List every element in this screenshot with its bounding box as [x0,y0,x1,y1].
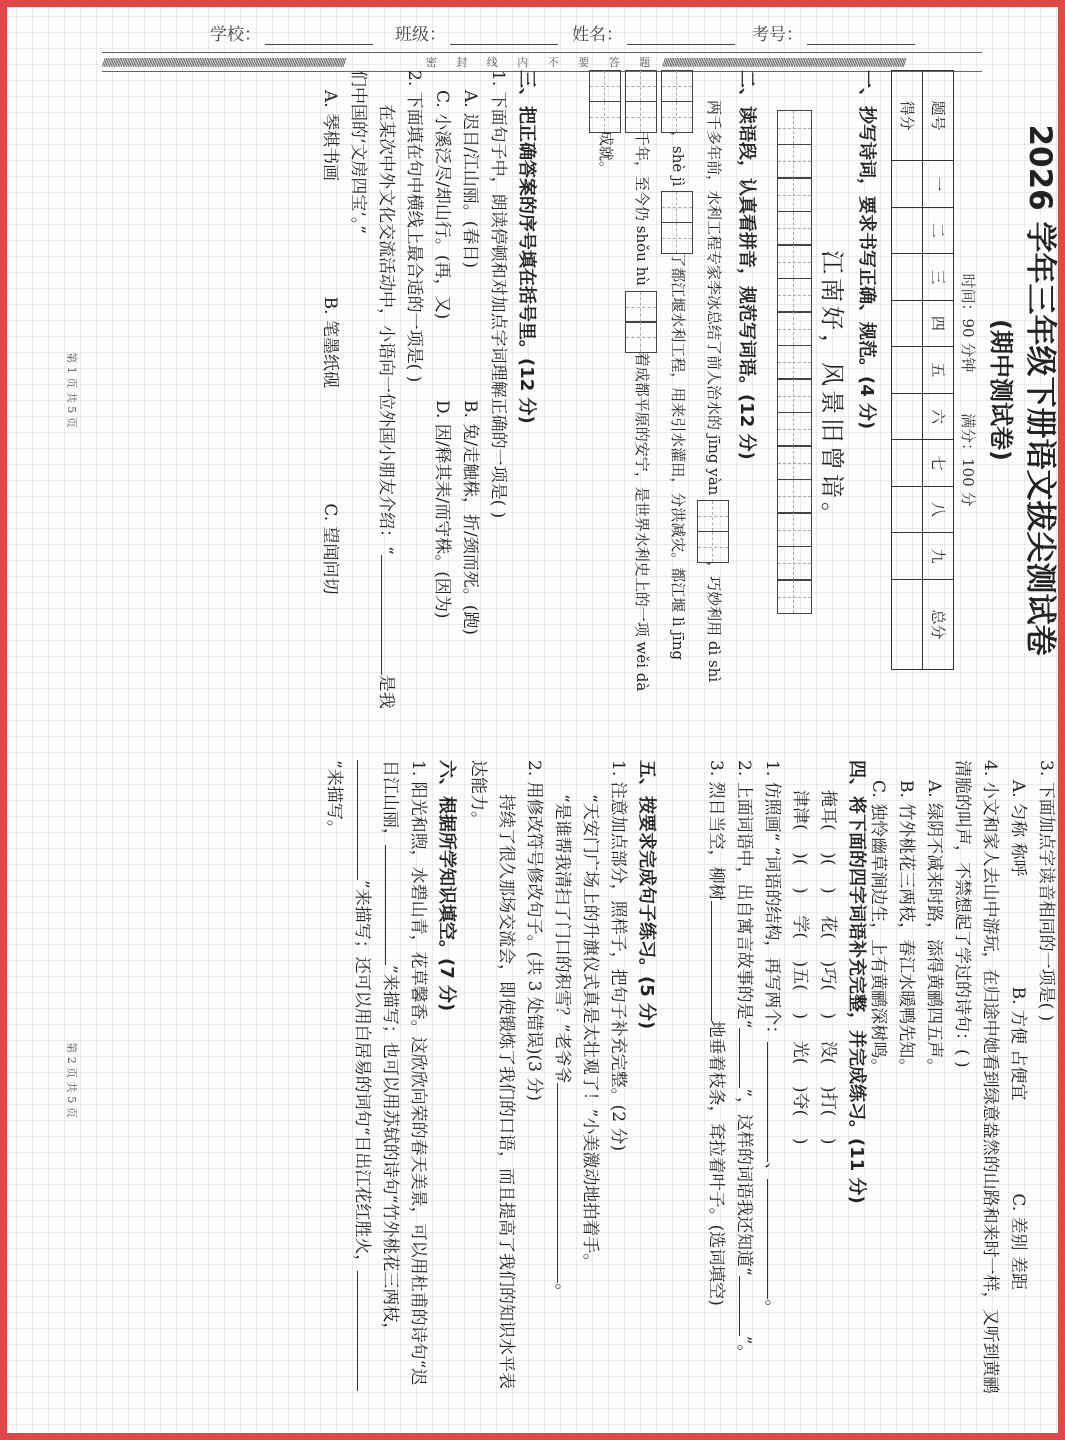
score-cell[interactable] [892,161,923,208]
exam-page-1 [60,70,1060,720]
exam-title: 2026 学年三年级下册语文拔尖测试卷 [1022,124,1058,656]
option[interactable]: B. 笔墨纸砚 [320,296,340,388]
score-col: 三 [923,254,954,301]
option[interactable]: B. 兔/走触株，折/颈而死。(跑) [460,400,480,636]
answer-box[interactable] [625,291,657,352]
answer-blank[interactable] [739,1276,758,1336]
answer-blank[interactable] [357,760,376,880]
option[interactable]: B. 方便 占便宜 [1008,986,1028,1101]
school-field [210,20,373,45]
score-cell[interactable] [892,207,923,254]
answer-box[interactable] [697,500,729,561]
question-3-3: 3. 下面加点字读音相同的一项是( ) [1036,760,1056,1022]
option[interactable]: D. 因/释其耒/而守株。(因为) [432,400,452,619]
class-field [395,20,558,45]
answer-box[interactable] [589,70,621,131]
section-6-heading: 六、根据所学知识填空。(7 分) [436,760,457,1012]
example-sentence: “天安门广场上的升旗仪式真是太壮观了！”小美激动地拍着手。 [580,794,600,1271]
name-field [572,20,735,45]
score-col: 八 [923,486,954,533]
exam-page-2 [60,760,1060,1400]
score-table [891,70,954,670]
exam-time: 时间：90 分钟 [959,273,977,373]
answer-blank[interactable] [711,901,730,1021]
score-cell[interactable] [892,440,923,487]
page-1-footer: 第 1 页 共 5 页 [65,352,78,428]
answer-blank[interactable] [767,1179,786,1299]
section-6 [320,760,460,1400]
section-5-q2: 2. 用修改符号修改句子。(共 3 处错误)(3 分) [524,760,544,1101]
score-table-head: 题号 [923,71,954,161]
option[interactable]: B. 竹外桃花三两枝，春江水暖鸭先知。 [896,780,916,1076]
score-col: 一 [923,161,954,208]
option[interactable]: C. 差别 差距 [1008,1193,1028,1290]
answer-blank[interactable] [381,555,400,675]
section-6-q1: 1. 阳光和煦，水碧山青，花草馨香。这欣欣向荣的春天美景，可以用杜甫的诗句“迟日江山丽，”来描写；也可以用苏轼的诗句“竹外桃花三两枝，”来描写；还可以用白居易的词句“日出江花红胜火，”来描写。 [320,760,432,1400]
writing-grid[interactable] [777,110,812,710]
option[interactable]: C. 小溪泛尽/却山行。(再，又) [432,90,452,320]
score-cell[interactable] [892,254,923,301]
score-col: 六 [923,393,954,440]
seal-line-top [102,52,982,53]
answer-box[interactable] [625,70,657,131]
answer-blank[interactable] [767,1042,786,1162]
section-1-heading: 一、抄写诗词，要求书写正确、规范。(4 分) [856,70,877,430]
section-3-heading: 三、把正确答案的序号填在括号里。(12 分) [516,70,537,424]
section-4 [702,760,870,1400]
section-4-q2: 2. 上面词语中，出自寓言故事的是“”，这样的词语我还知道“”。 [730,760,758,1400]
idiom-row-2[interactable]: 津津( )( ) 学( )五( ) 光( )夺( ) [790,790,810,1145]
answer-box[interactable] [661,191,693,252]
score-table-score-row [892,71,923,670]
section-4-heading: 四、将下面的四字词语补充完整，并完成练习。(11 分) [846,760,867,1204]
pinyin-paragraph: 两千多年前，水利工程专家李冰总结了前人治水的 jīng yàn ，巧妙利用 dì shì ，shè jì 了都江堰水利工程，用来引水灌田，分洪减灾。都江堰 lì jīng 千年，至今仍 shǒu hù 着成都平原的安宁，是世界水利史上的一项 wěi dà 成就。 [588,70,732,710]
section-4-q1: 1. 仿照画“ ”词语的结构，再写两个：、。 [758,760,786,1400]
question-3-1: 1. 下面句子中，朗读停顿和对加点字词理解正确的一项是( ) [488,70,508,519]
class-input-line[interactable] [450,24,558,45]
answer-box[interactable] [661,70,693,131]
question-3-3-options [1004,760,1032,1400]
section-2-heading: 二、读语段，认真看拼音，规范写词语。(12 分) [736,70,757,460]
exam-subtitle: (期中测试卷) [987,319,1015,461]
question-3-2: 2. 下面填在句中横线上最合适的一项是( ) [404,70,424,383]
revise-sentence[interactable]: 持续了很久那场交流会，即使锻炼了我们的口语，而且提高了我们的知识水平表达能力。 [468,760,516,1389]
score-cell[interactable] [892,579,923,669]
score-cell[interactable] [892,347,923,394]
section-3 [316,70,540,710]
exam-no-label: 考号： [752,25,803,45]
option[interactable]: A. 琴棋书画 [320,90,340,182]
question-3-2-text: 在某次中外文化交流活动中，小语向一位外国小朋友介绍：“是我们中国的‘文房四宝’。” [344,70,400,710]
question-3-1-options-ab [456,70,484,710]
section-2 [588,70,760,710]
school-input-line[interactable] [265,24,373,45]
score-col: 九 [923,533,954,580]
idiom-row-1[interactable]: 掩耳( )( ) 花( )巧( ) 没( )打( ) [818,790,838,1145]
name-label: 姓名： [572,25,623,45]
school-label: 学校： [210,25,261,45]
page-2-q3-q4 [864,760,1060,1400]
rotated-exam-content [30,70,1060,1410]
option[interactable]: A. 匀称 称呼 [1008,780,1028,877]
score-cell[interactable] [892,486,923,533]
score-col: 七 [923,440,954,487]
option[interactable]: A. 绿阴不减来时路，添得黄鹂四五声。 [924,780,944,1076]
score-col: 二 [923,207,954,254]
score-cell[interactable] [892,393,923,440]
name-input-line[interactable] [627,24,735,45]
score-table-header-row [923,71,954,670]
question-3-4: 4. 小文和家人去山中游玩，在归途中她看到绿意盎然的山路和来时一样，又听到黄鹂清脆的叫声，不禁想起了学过的诗句：( ) [952,760,1000,1394]
score-row-head: 得分 [892,71,923,161]
question-3-2-options [316,70,344,710]
score-cell[interactable] [892,533,923,580]
answer-blank[interactable] [357,1271,376,1391]
class-label: 班级： [395,25,446,45]
poem-line: 江南好，风景旧曾谙。 [818,250,846,530]
exam-no-input-line[interactable] [807,24,915,45]
student-info-bar [0,20,1065,50]
answer-blank[interactable] [385,845,404,965]
page-2-footer: 第 2 页 共 5 页 [65,1042,78,1118]
answer-blank[interactable] [557,1083,576,1283]
section-4-q3: 3. 烈日当空，柳树地垂着枝条，耷拉着叶子。(选词填空) [702,760,730,1400]
exam-no-field [752,20,915,45]
question-3-1-options-cd [428,70,456,710]
score-col: 五 [923,347,954,394]
option[interactable]: C. 望闻问切 [320,503,340,595]
fill-sentence: “是谁帮我清扫了门口的积雪？”老爷爷。 [548,760,576,1400]
score-col: 总分 [923,579,954,669]
exam-full-score: 满分：100 分 [959,413,977,507]
section-5-q1: 1. 注意加点部分，照样子，把句子补充完整。(2 分) [608,760,628,1152]
seal-line-strip: ////////////////////////////////////////////////////////////////////////////////////////////////////////////////////////////////////////////// 密 封 线 内 不 要 答 题 ////////////////////////////////////////////////////////////////////////////////////////////////////////////////////////////////////////////// [102,55,905,69]
option[interactable]: A. 迟日/江山丽。(春日) [460,90,480,269]
section-1 [777,70,880,710]
section-5-heading: 五、按要求完成句子练习。(5 分) [636,760,657,1030]
section-5 [464,760,660,1400]
seal-text: 密 封 线 内 不 要 答 题 [425,56,659,69]
score-cell[interactable] [892,300,923,347]
option[interactable]: C. 独怜幽草涧边生，上有黄鹂深树鸣。 [868,780,888,1076]
score-col: 四 [923,300,954,347]
exam-meta [954,70,982,710]
answer-blank[interactable] [739,1028,758,1088]
